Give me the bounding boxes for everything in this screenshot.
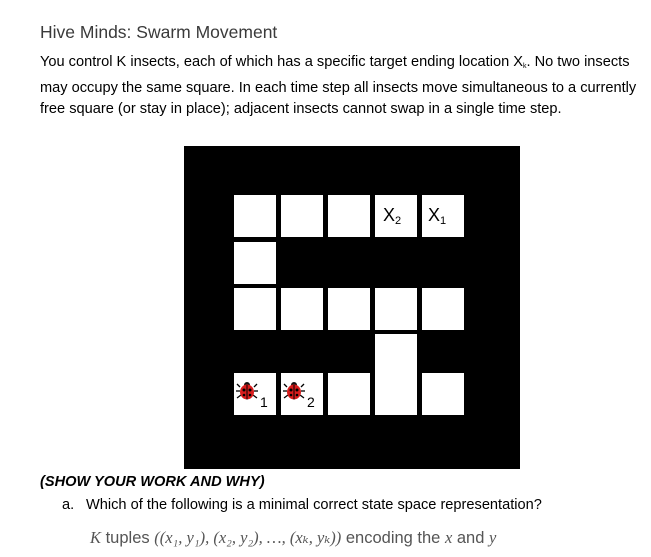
target-label-x1: $X_1$: [428, 205, 447, 227]
grid-cell: [234, 195, 276, 237]
question-a: [62, 497, 542, 513]
target-symbol: [513, 54, 526, 70]
grid-cell: [375, 334, 417, 376]
target-cell-x1: [422, 195, 464, 237]
repr-and: and: [452, 529, 489, 547]
ladybug-icon: [236, 380, 258, 402]
insect-cell-1: [234, 373, 276, 415]
target-cell-x2: [375, 195, 417, 237]
grid-cell: [375, 373, 417, 415]
grid-cell: [234, 242, 276, 284]
answer-option-representation: [90, 528, 496, 548]
question-text: Which of the following is a minimal correct state space representation?: [86, 497, 542, 513]
grid-cell: [328, 288, 370, 330]
intro-text-2: insects, each of which has a specific target ending location: [126, 54, 514, 70]
ladybug-icon: [283, 380, 305, 402]
intro-text-3: . No two insects may occupy the same square. In each time step all insects move simultaneous to a currently free square (or stay in place); adjacent insects cannot swap in a single time step.: [40, 54, 637, 117]
grid-cell: [422, 373, 464, 415]
target-symbol-subscript: k: [522, 63, 527, 70]
repr-y: y: [488, 528, 497, 547]
problem-description: [40, 52, 651, 121]
repr-x: x: [444, 528, 453, 547]
insect-number-1: 1: [260, 394, 268, 410]
repr-text-before: tuples: [101, 529, 155, 547]
target-symbol-letter: X: [513, 54, 523, 70]
insect-cell-2: [281, 373, 323, 415]
target-label-x2: $X_2$: [383, 205, 402, 227]
repr-text-after: encoding the: [341, 529, 445, 547]
grid-cell: [328, 195, 370, 237]
insect-number-2: 2: [307, 394, 315, 410]
repr-k: K: [90, 528, 102, 547]
grid-cell: [234, 288, 276, 330]
intro-text-1: You control: [40, 54, 117, 70]
grid-cell: [281, 195, 323, 237]
repr-tuples: ((x₁, y₁), (x₂, y₂), …, (xₖ, yₖ)): [154, 528, 342, 547]
grid-cell: [422, 288, 464, 330]
show-work-instruction: (SHOW YOUR WORK AND WHY): [40, 474, 265, 490]
grid-cell: [281, 288, 323, 330]
intro-k: K: [116, 54, 127, 70]
maze-grid: [184, 146, 520, 469]
grid-cell: [328, 373, 370, 415]
grid-cell: [375, 288, 417, 330]
question-letter: a.: [62, 497, 75, 513]
page-title: Hive Minds: Swarm Movement: [40, 22, 278, 42]
